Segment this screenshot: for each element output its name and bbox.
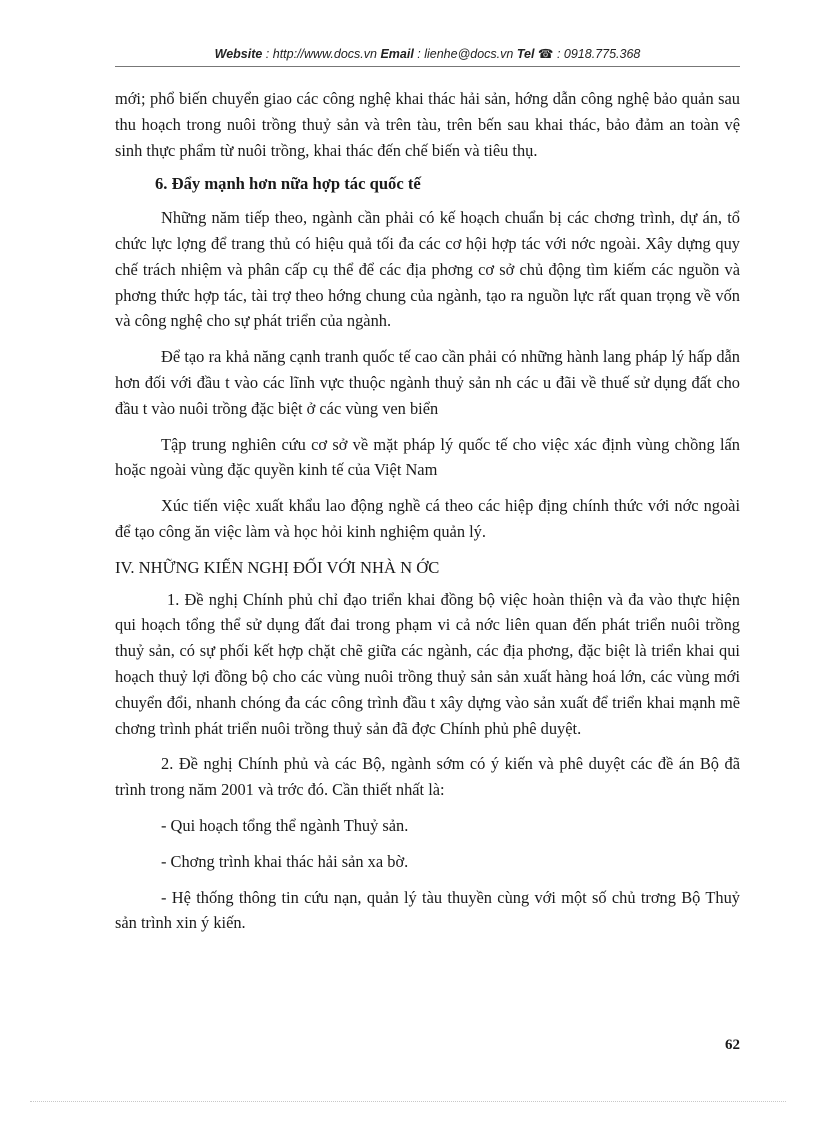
paragraph: 1. Đề nghị Chính phủ chỉ đạo triển khai đồng bộ việc hoàn thiện và đa vào thực hiện qui hoạch tổng thể sử dụng đất đai trong phạm vi cả nớc liên quan đến phát triển nuôi trồng thuỷ sản, có sự phối kết hợp chặt chẽ giữa các ngành, các địa phơng, đặc biệt là triển khai qui hoạch thuỷ lợi đồng bộ cho các vùng nuôi trồng thuỷ sản sản xuất hàng hoá lớn, các vùng mới chuyển đổi, nhanh chóng đa các công trình đầu t xây dựng vào sản xuất để triển khai mạnh mẽ chơng trình phát triển nuôi trồng thuỷ sản đã đợc Chính phủ phê duyệt. — [115, 589, 740, 738]
phone-number: : 0918.775.368 — [553, 47, 641, 61]
paragraph: Những năm tiếp theo, ngành cần phải có kế hoạch chuẩn bị các chơng trình, dự án, tổ chức lực lợng để trang thủ có hiệu quả tối đa các cơ hội hợp tác với nớc ngoài. Xây dựng quy chế trách nhiệm và phân cấp cụ thể để các địa phơng cơ sở chủ động tìm kiếm các nguồn và phơng thức hợp tác, tài trợ theo hớng chung của ngành, tạo ra nguồn lực rất quan trọng về vốn và công nghệ cho sự phát triển của ngành. — [115, 208, 740, 331]
phone-label: Tel ☎ — [516, 47, 554, 61]
website-label: Website — [214, 47, 263, 61]
section-heading-international-cooperation: 6. Đẩy mạnh hơn nữa hợp tác quốc tế — [155, 174, 421, 194]
section-heading-recommendations: IV. NHỮNG KIẾN NGHỊ ĐỐI VỚI NHÀ N ỚC — [115, 557, 440, 577]
footer-divider — [30, 1101, 786, 1102]
list-item: - Qui hoạch tổng thể ngành Thuỷ sản. — [161, 815, 409, 835]
page-header — [115, 46, 740, 61]
paragraph-continuation: mới; phổ biến chuyển giao các công nghệ khai thác hải sản, hớng dẫn công nghệ bảo quản sau thu hoạch trong nuôi trồng thuỷ sản và trên tàu, trên bến sau khai thác, bảo đảm an toàn vệ sinh thực phẩm từ nuôi trồng, khai thác đến chế biến và tiêu thụ. — [115, 89, 740, 160]
paragraph: 2. Đề nghị Chính phủ và các Bộ, ngành sớm có ý kiến và phê duyệt các đề án Bộ đã trình trong năm 2001 và trớc đó. Cần thiết nhất là: — [115, 754, 740, 800]
website-url: : http://www.docs.vn — [262, 47, 381, 61]
document-body — [115, 86, 740, 936]
paragraph: Để tạo ra khả năng cạnh tranh quốc tế cao cần phải có những hành lang pháp lý hấp dẫn hơn đối với đầu t vào các lĩnh vực thuộc ngành thuỷ sản nh các u đãi về thuế sử dụng đất cho đầu t vào nuôi trồng đặc biệt ở các vùng ven biển — [115, 347, 740, 418]
paragraph: Tập trung nghiên cứu cơ sở về mặt pháp lý quốc tế cho việc xác định vùng chồng lấn hoặc ngoài vùng đặc quyền kinh tế của Việt Nam — [115, 434, 740, 480]
paragraph: Xúc tiến việc xuất khẩu lao động nghề cá theo các hiệp địng chính thức với nớc ngoài để tạo công ăn việc làm và học hỏi kinh nghiệm quản lý. — [115, 496, 740, 541]
email-label: Email — [380, 47, 414, 61]
page-number: 62 — [725, 1037, 740, 1053]
email-address: : lienhe@docs.vn — [413, 47, 517, 61]
header-divider — [115, 66, 740, 67]
list-item: - Hệ thống thông tin cứu nạn, quản lý tàu thuyền cùng với một số chủ trơng Bộ Thuỷ sản trình xin ý kiến. — [115, 887, 740, 933]
list-item: - Chơng trình khai thác hải sản xa bờ. — [161, 851, 409, 871]
